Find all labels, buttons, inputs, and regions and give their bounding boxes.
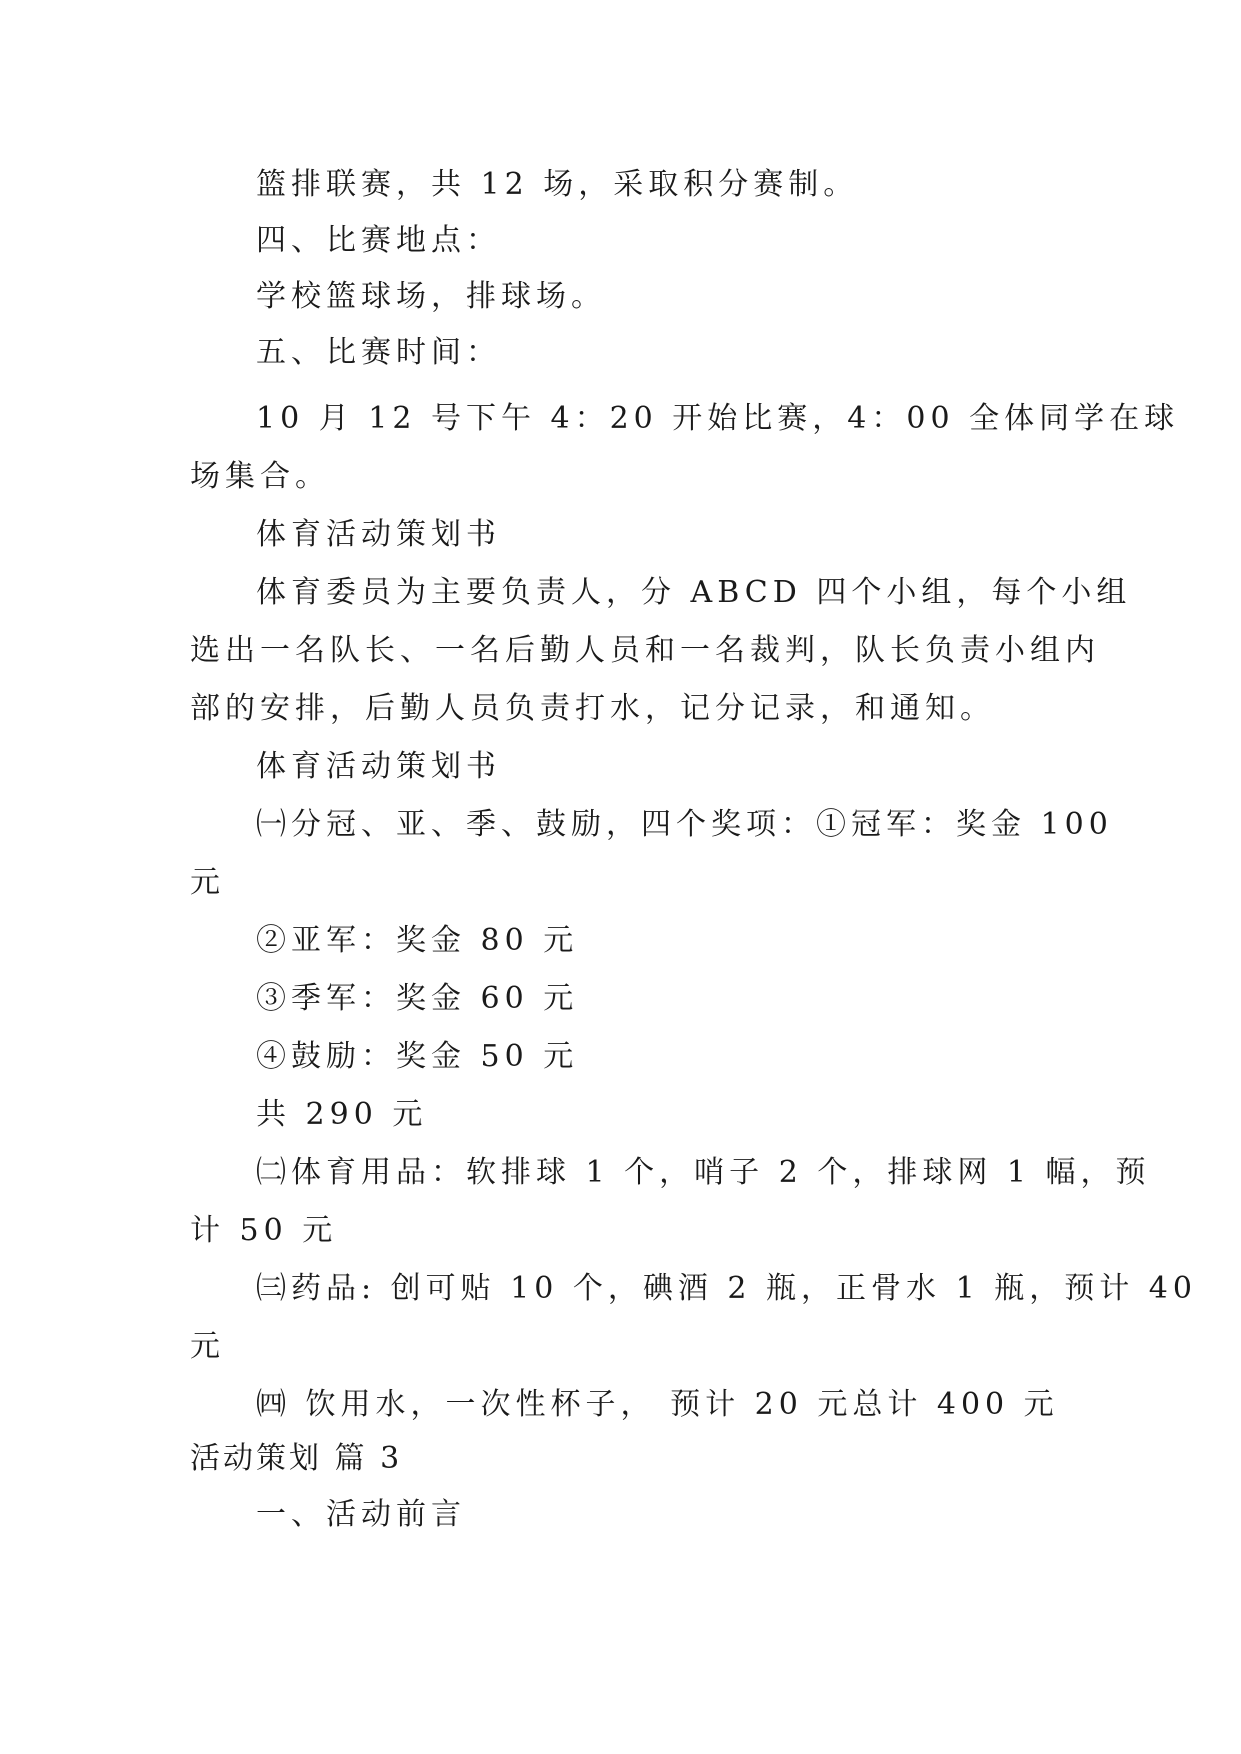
text-line: ㈢药品: 创可贴 10 个，碘酒 2 瓶，正骨水 1 瓶，预计 40 xyxy=(256,1271,1197,1306)
text-line: 体育委员为主要负责人，分 ABCD 四个小组，每个小组 xyxy=(256,575,1132,610)
text-line: 10 月 12 号下午 4：20 开始比赛，4：00 全体同学在球 xyxy=(256,401,1180,436)
text-line: ㈣ 饮用水，一次性杯子， 预计 20 元总计 400 元 xyxy=(256,1387,1059,1422)
list-item: ③季军：奖金 60 元 xyxy=(256,981,579,1016)
section-heading: 五、比赛时间： xyxy=(256,335,501,370)
list-item: ④鼓励：奖金 50 元 xyxy=(256,1039,579,1074)
text-line: ㈠分冠、亚、季、鼓励，四个奖项：①冠军：奖金 100 xyxy=(256,807,1113,842)
text-line: ㈡体育用品：软排球 1 个，哨子 2 个，排球网 1 幅，预 xyxy=(256,1155,1151,1190)
text-line: 元 xyxy=(190,865,225,900)
section-title: 活动策划 篇 3 xyxy=(190,1441,403,1476)
text-line: 元 xyxy=(190,1329,225,1364)
section-heading: 四、比赛地点： xyxy=(256,223,501,258)
text-line: 计 50 元 xyxy=(190,1213,338,1248)
subtitle: 体育活动策划书 xyxy=(256,517,501,552)
section-heading: 一、活动前言 xyxy=(256,1497,466,1532)
text-line: 学校篮球场，排球场。 xyxy=(256,279,606,314)
text-line: 选出一名队长、一名后勤人员和一名裁判，队长负责小组内 xyxy=(190,633,1100,668)
subtitle: 体育活动策划书 xyxy=(256,749,501,784)
text-line: 部的安排，后勤人员负责打水，记分记录，和通知。 xyxy=(190,691,995,726)
text-line: 场集合。 xyxy=(190,459,330,494)
text-line: 篮排联赛，共 12 场，采取积分赛制。 xyxy=(256,167,859,202)
text-line: 共 290 元 xyxy=(256,1097,428,1132)
list-item: ②亚军：奖金 80 元 xyxy=(256,923,579,958)
